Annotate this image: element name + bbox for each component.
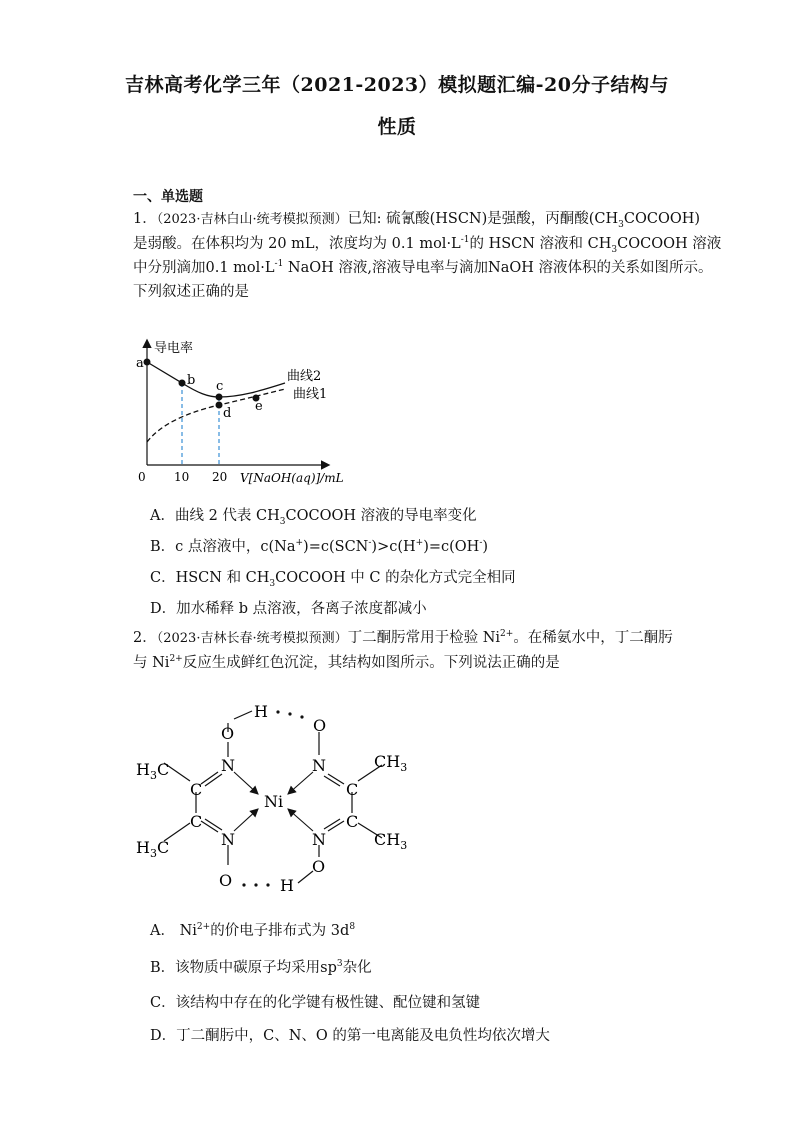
methyl-group-right-top xyxy=(374,752,407,774)
c-atom: C xyxy=(346,780,359,799)
ni-atom: Ni xyxy=(264,792,284,811)
o-atom: O xyxy=(313,716,327,735)
conductivity-figure xyxy=(130,335,440,490)
subscript: 3 xyxy=(279,516,286,527)
methyl-subscript: 3 xyxy=(149,847,157,860)
option-text: C．HSCN 和 CH xyxy=(150,570,270,586)
c-atom: C xyxy=(190,812,203,831)
superscript: 2+ xyxy=(500,629,514,640)
stem-text: 的 HSCN 溶液和 CH xyxy=(469,236,612,252)
q2-option-d[interactable]: D．丁二酮肟中，C、N、O 的第一电离能及电负性均依次增大 xyxy=(150,1028,550,1044)
stem-text: COCOOH) xyxy=(623,211,701,227)
methyl-h: H xyxy=(136,760,150,779)
option-text: A． Ni xyxy=(150,923,197,939)
question-source: （2023·吉林白山·统考模拟预测） xyxy=(156,212,348,227)
document-title-line1: 吉林高考化学三年（2021-2023）模拟题汇编-20分子结构与 xyxy=(125,74,669,96)
stem-text: 与 Ni xyxy=(133,655,170,671)
stem-text: 反应生成鲜红色沉淀，其结构如图所示。下列说法正确的是 xyxy=(182,655,560,671)
question-number: 2． xyxy=(133,630,157,646)
section-heading: 一、单选题 xyxy=(133,189,203,205)
h-atom: H xyxy=(254,702,268,721)
x-tick-label: 10 xyxy=(174,470,190,484)
x-axis-label: V[NaOH(aq)]/mL xyxy=(240,471,344,485)
point-d xyxy=(216,402,223,409)
stem-text: 丁二酮肟常用于检验 Ni xyxy=(347,630,501,646)
stem-text: 中分别滴加0.1 mol·L xyxy=(133,260,275,276)
stem-text: 是弱酸。在体积均为 20 mL，浓度均为 0.1 mol·L xyxy=(133,236,461,252)
stem-text: COCOOH 溶液 xyxy=(617,236,722,252)
h-atom: H xyxy=(280,876,294,895)
point-label: a xyxy=(136,356,144,371)
superscript: -1 xyxy=(274,259,284,270)
option-text: COCOOH 溶液的导电率变化 xyxy=(285,508,477,524)
option-text: )=c(OH xyxy=(423,539,480,555)
point-label: c xyxy=(216,379,224,394)
n-atom: N xyxy=(312,830,326,849)
superscript: + xyxy=(295,538,304,549)
stem-text: 。在稀氨水中，丁二酮肟 xyxy=(513,630,673,646)
option-text: B．该物质中碳原子均采用sp xyxy=(150,960,337,976)
methyl-ch: CH xyxy=(374,830,401,849)
methyl-c: C xyxy=(156,760,170,779)
point-label: e xyxy=(255,399,263,414)
o-atom: O xyxy=(221,724,235,743)
methyl-ch: CH xyxy=(374,752,401,771)
question-2-stem xyxy=(133,626,673,675)
point-label: d xyxy=(223,406,232,421)
q1-option-a[interactable] xyxy=(150,504,477,525)
q1-option-b[interactable] xyxy=(150,535,488,556)
methyl-group-left-bottom xyxy=(136,838,169,860)
subscript: 3 xyxy=(611,244,618,255)
superscript: 8 xyxy=(349,922,356,933)
question-source: （2023·吉林长春·统考模拟预测） xyxy=(156,631,348,646)
document-title-line2: 性质 xyxy=(377,116,417,138)
point-label: b xyxy=(187,373,196,388)
stem-text: 已知: 硫氰酸(HSCN)是强酸，丙酮酸(CH xyxy=(347,211,619,227)
methyl-subscript: 3 xyxy=(149,769,157,782)
superscript: -1 xyxy=(460,235,470,246)
q2-option-a[interactable] xyxy=(150,919,355,940)
methyl-h: H xyxy=(136,838,150,857)
atom-labels xyxy=(190,702,358,895)
superscript: + xyxy=(415,538,424,549)
methyl-group-left-top xyxy=(136,760,169,782)
q1-option-d[interactable]: D．加水稀释 b 点溶液，各离子浓度都减小 xyxy=(150,601,427,617)
n-atom: N xyxy=(312,756,326,775)
option-text: )=c(SCN xyxy=(303,539,369,555)
option-text: 杂化 xyxy=(342,960,372,976)
stem-text: NaOH 溶液,溶液导电率与滴加NaOH 溶液体积的关系如图所示。 xyxy=(283,260,713,276)
methyl-c: C xyxy=(156,838,170,857)
subscript: 3 xyxy=(618,219,624,230)
subscript: 3 xyxy=(269,578,276,589)
n-atom: N xyxy=(221,756,235,775)
c-atom: C xyxy=(190,780,203,799)
option-text: ) xyxy=(482,539,489,555)
stem-text: 下列叙述正确的是 xyxy=(133,284,249,300)
q2-option-c[interactable]: C．该结构中存在的化学键有极性键、配位键和氢键 xyxy=(150,995,481,1011)
point-a xyxy=(144,359,151,366)
y-axis-label: 导电率 xyxy=(154,341,194,356)
superscript: 2+ xyxy=(196,922,211,933)
superscript: - xyxy=(479,538,483,549)
option-text: A．曲线 2 代表 CH xyxy=(150,508,280,524)
option-text: COCOOH 中 C 的杂化方式完全相同 xyxy=(275,570,516,586)
superscript: - xyxy=(368,538,372,549)
c-atom: C xyxy=(346,812,359,831)
methyl-subscript: 3 xyxy=(400,839,408,852)
question-1-stem xyxy=(133,207,722,304)
q1-option-c[interactable] xyxy=(150,566,516,587)
nickel-dimethylglyoxime-structure xyxy=(130,695,430,900)
option-text: 的价电子排布式为 3d xyxy=(210,923,350,939)
curve-1-label: 曲线1 xyxy=(293,387,328,402)
n-atom: N xyxy=(221,830,235,849)
option-text: B．c 点溶液中，c(Na xyxy=(150,539,296,555)
q2-option-b[interactable] xyxy=(150,956,372,977)
question-number: 1． xyxy=(133,211,157,227)
o-atom: O xyxy=(219,871,233,890)
point-c xyxy=(216,394,223,401)
methyl-subscript: 3 xyxy=(400,761,408,774)
x-tick-label: 20 xyxy=(212,470,228,484)
x-tick-label: 0 xyxy=(138,470,146,484)
option-text: )>c(H xyxy=(371,539,416,555)
methyl-group-right-bottom xyxy=(374,830,407,852)
superscript: 2+ xyxy=(169,654,183,665)
o-atom: O xyxy=(312,857,326,876)
point-b xyxy=(179,380,186,387)
curve-2-label: 曲线2 xyxy=(287,369,322,384)
superscript: 3 xyxy=(336,959,343,970)
